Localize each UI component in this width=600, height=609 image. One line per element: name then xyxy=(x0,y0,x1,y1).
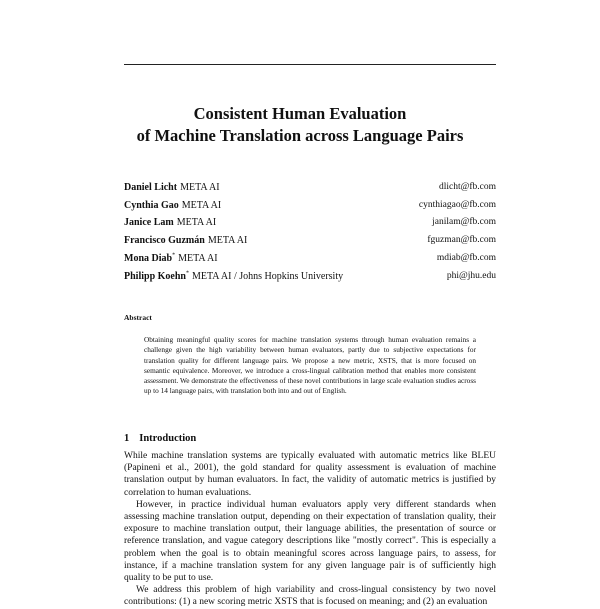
author-email: fguzman@fb.com xyxy=(427,235,496,246)
author-name: Daniel Licht xyxy=(124,182,178,193)
author-name: Francisco Guzmán xyxy=(124,235,205,247)
section-body xyxy=(124,450,496,609)
author-name: Cynthia Gao xyxy=(124,199,179,211)
title-line-1: Consistent Human Evaluation xyxy=(193,104,407,123)
author-row xyxy=(124,214,496,232)
author-row xyxy=(124,179,496,197)
author-name: Philipp Koehn xyxy=(124,270,186,282)
author-affiliation: META AI xyxy=(181,199,222,211)
author-affiliation: META AI xyxy=(178,252,218,264)
author-list xyxy=(124,179,496,285)
paragraph: While machine translation systems are typically evaluated with automatic metrics like BLEU (Papineni et al., 2001), the gold standard for quality assessment is evaluation of machine translation output by human evaluators. In fact, the validity of automatic metrics is justified by correlation to human evaluations. xyxy=(124,451,496,498)
author-mark: * xyxy=(172,252,176,259)
section-title: Introduction xyxy=(139,433,197,444)
author-mark: * xyxy=(185,270,189,277)
author-name: Janice Lam xyxy=(124,217,174,229)
paragraph: We address this problem of high variability and cross-lingual consistency by two novel contributions: (1) a new scoring metric XSTS that is focused on meaning; and (2) an evaluation xyxy=(124,585,496,608)
author-name: Mona Diab xyxy=(124,252,173,264)
author-row xyxy=(124,268,496,286)
author-affiliation: META AI xyxy=(180,182,220,193)
abstract-heading: Abstract xyxy=(124,313,152,322)
title-line-2: of Machine Translation across Language Pairs xyxy=(136,126,464,145)
author-affiliation: META AI xyxy=(176,217,217,229)
header-rule xyxy=(124,64,496,65)
section-heading xyxy=(124,433,196,444)
author-email: mdiab@fb.com xyxy=(436,252,496,263)
author-row xyxy=(124,232,496,250)
author-affiliation: META AI xyxy=(207,235,248,247)
author-email: janilam@fb.com xyxy=(432,217,496,228)
section-number: 1 xyxy=(124,433,130,444)
paragraph: However, in practice individual human evaluators apply very different standards when assessing machine translation output, depending on their expectation of translation quality, their exposure to machine translation output, their language abilities, the presentation of source or reference translation, and vague category descriptions like "mostly correct". This is especially a problem when the goal is to obtain meaningful scores across language pairs, to assess, for instance, if a machine translation system for any given language pair is of sufficiently high quality to be put to use. xyxy=(124,499,496,584)
author-row xyxy=(124,197,496,215)
author-email: phi@jhu.edu xyxy=(446,270,496,281)
abstract-text: Obtaining meaningful quality scores for machine translation systems through human evaluation remains a challenge given the high variability between human evaluators, partly due to subjective expectations for translation quality for different language pairs. We propose a new metric, XSTS, that is more focused on semantic equivalence. Moreover, we introduce a cross-lingual calibration method that enables more consistent assessment. We demonstrate the effectiveness of these novel contributions in large scale evaluation studies across up to 14 language pairs, with translation both into and out of English. xyxy=(144,335,476,396)
author-affiliation: META AI / Johns Hopkins University xyxy=(191,270,344,282)
author-email: cynthiagao@fb.com xyxy=(418,199,496,210)
paper-title xyxy=(100,103,500,147)
author-email: dlicht@fb.com xyxy=(438,182,496,192)
author-row xyxy=(124,250,496,268)
